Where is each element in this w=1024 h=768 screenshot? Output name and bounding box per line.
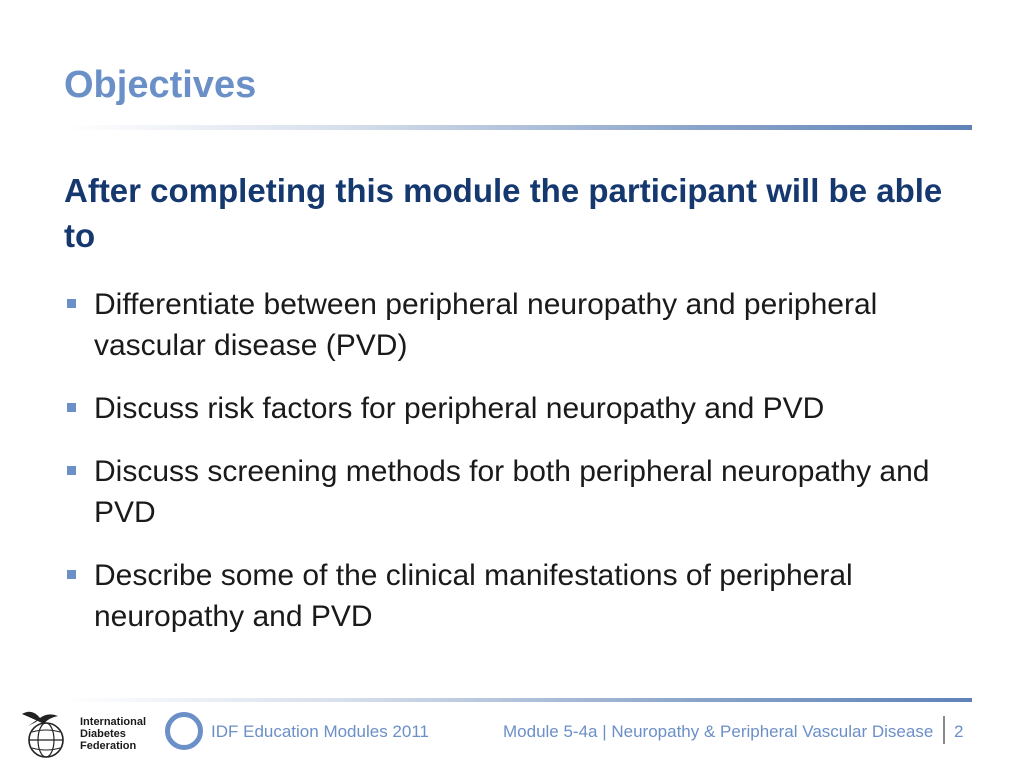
list-item-text: Differentiate between peripheral neuropathy and peripheral vascular disease (PVD): [94, 288, 878, 362]
square-bullet-icon: [67, 299, 76, 308]
footer: [0, 700, 1024, 768]
list-item-text: Discuss risk factors for peripheral neuropathy and PVD: [94, 392, 825, 425]
list-item: [64, 284, 994, 366]
logo-text: International Diabetes Federation: [80, 716, 147, 752]
list-item: [64, 451, 994, 533]
list-item: [64, 555, 994, 637]
square-bullet-icon: [67, 570, 76, 579]
footer-module-title: Module 5-4a | Neuropathy & Peripheral Vascular Disease: [503, 722, 934, 741]
square-bullet-icon: [67, 403, 76, 412]
title-divider: [64, 125, 972, 130]
list-item-text: Describe some of the clinical manifestations of peripheral neuropathy and PVD: [94, 559, 853, 633]
page-number: 2: [954, 722, 964, 741]
objectives-list: [64, 284, 994, 659]
idf-globe-bird-logo-icon: [18, 704, 78, 762]
list-item-text: Discuss screening methods for both peripheral neuropathy and PVD: [94, 455, 930, 529]
slide-title: Objectives: [64, 64, 257, 106]
slide-subtitle: After completing this module the participant will be able to: [64, 172, 943, 254]
footer-separator: [943, 716, 945, 744]
square-bullet-icon: [67, 466, 76, 475]
circle-icon: [165, 712, 203, 750]
idf-logo: [18, 704, 148, 762]
footer-course-title: IDF Education Modules 2011: [211, 722, 429, 741]
list-item: [64, 388, 994, 429]
